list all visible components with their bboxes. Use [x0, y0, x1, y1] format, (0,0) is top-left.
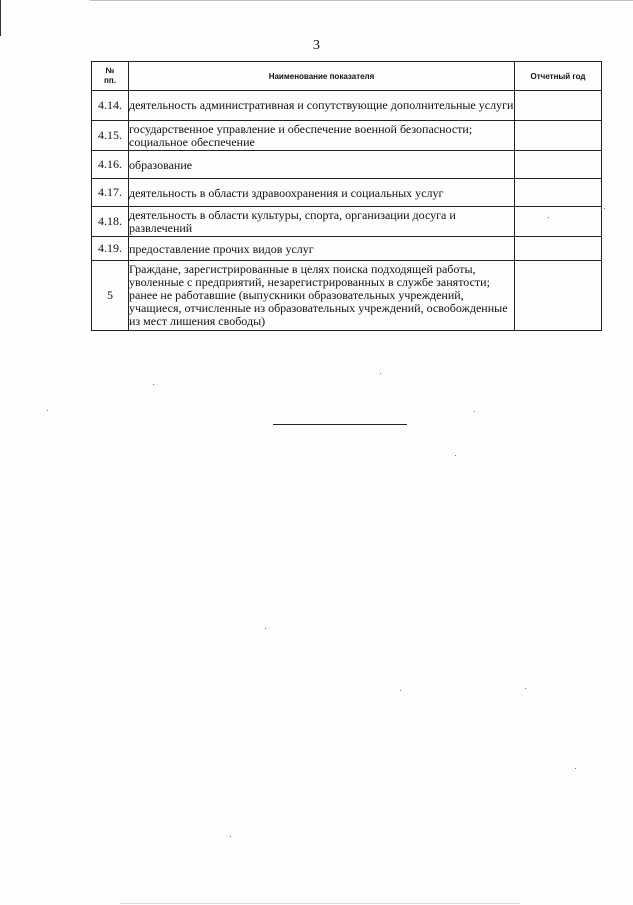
- row-indicator-name: деятельность в области культуры, спорта, организации досуга и развлечений: [129, 207, 515, 237]
- scan-speck: [265, 628, 266, 629]
- row-number: 4.14.: [92, 91, 129, 121]
- scan-speck: [604, 208, 605, 209]
- row-number: 5: [92, 261, 129, 331]
- scan-speck: [400, 690, 401, 691]
- row-number: 4.19.: [92, 237, 129, 261]
- table-row: [92, 207, 602, 237]
- row-reporting-year-cell: [515, 179, 602, 207]
- row-number: 4.16.: [92, 151, 129, 179]
- table-header-row: [92, 62, 602, 91]
- row-reporting-year-cell: [515, 261, 602, 331]
- header-number-symbol: №: [105, 66, 115, 75]
- top-edge-rule: [90, 0, 633, 1]
- row-indicator-name: предоставление прочих видов услуг: [129, 237, 515, 261]
- row-reporting-year-cell: [515, 207, 602, 237]
- row-reporting-year-cell: [515, 151, 602, 179]
- row-indicator-name: деятельность в области здравоохранения и социальных услуг: [129, 179, 515, 207]
- table-row: [92, 121, 602, 151]
- row-reporting-year-cell: [515, 237, 602, 261]
- header-number: [92, 62, 129, 91]
- table-row: [92, 179, 602, 207]
- closing-rule: [273, 424, 407, 425]
- row-number: 4.15.: [92, 121, 129, 151]
- row-reporting-year-cell: [515, 121, 602, 151]
- row-number: 4.17.: [92, 179, 129, 207]
- row-indicator-name: образование: [129, 151, 515, 179]
- scan-speck: [548, 217, 549, 218]
- scan-speck: [380, 373, 381, 374]
- header-indicator-name: Наименование показателя: [129, 62, 515, 91]
- scan-speck: [230, 836, 231, 837]
- scan-speck: [525, 688, 526, 689]
- indicators-table: [91, 61, 602, 331]
- row-number: 4.18.: [92, 207, 129, 237]
- table-row: [92, 261, 602, 331]
- left-edge-mark: [0, 0, 1, 36]
- scan-speck: [474, 411, 475, 412]
- row-indicator-name: Граждане, зарегистрированные в целях поиска подходящей работы, уволенные с предприятий, незарегистрированных в службе занятости; ранее не работавшие (выпускники образовательных учреждений, учащиеся, отчисленные из образовательных учреждений, освобожденные из мест лишения свободы): [129, 261, 515, 331]
- scan-speck: [153, 384, 154, 385]
- table-row: [92, 91, 602, 121]
- scan-speck: [455, 455, 456, 456]
- page-number: 3: [313, 38, 320, 53]
- scan-speck: [47, 410, 48, 411]
- table-row: [92, 151, 602, 179]
- row-indicator-name: деятельность административная и сопутствующие дополнительные услуги: [129, 91, 515, 121]
- scan-speck: [575, 768, 576, 769]
- row-reporting-year-cell: [515, 91, 602, 121]
- header-number-abbr: пп.: [104, 76, 116, 85]
- table-row: [92, 237, 602, 261]
- bottom-edge-rule: [120, 903, 520, 904]
- header-reporting-year: Отчетный год: [515, 62, 602, 91]
- row-indicator-name: государственное управление и обеспечение военной безопасности; социальное обеспечение: [129, 121, 515, 151]
